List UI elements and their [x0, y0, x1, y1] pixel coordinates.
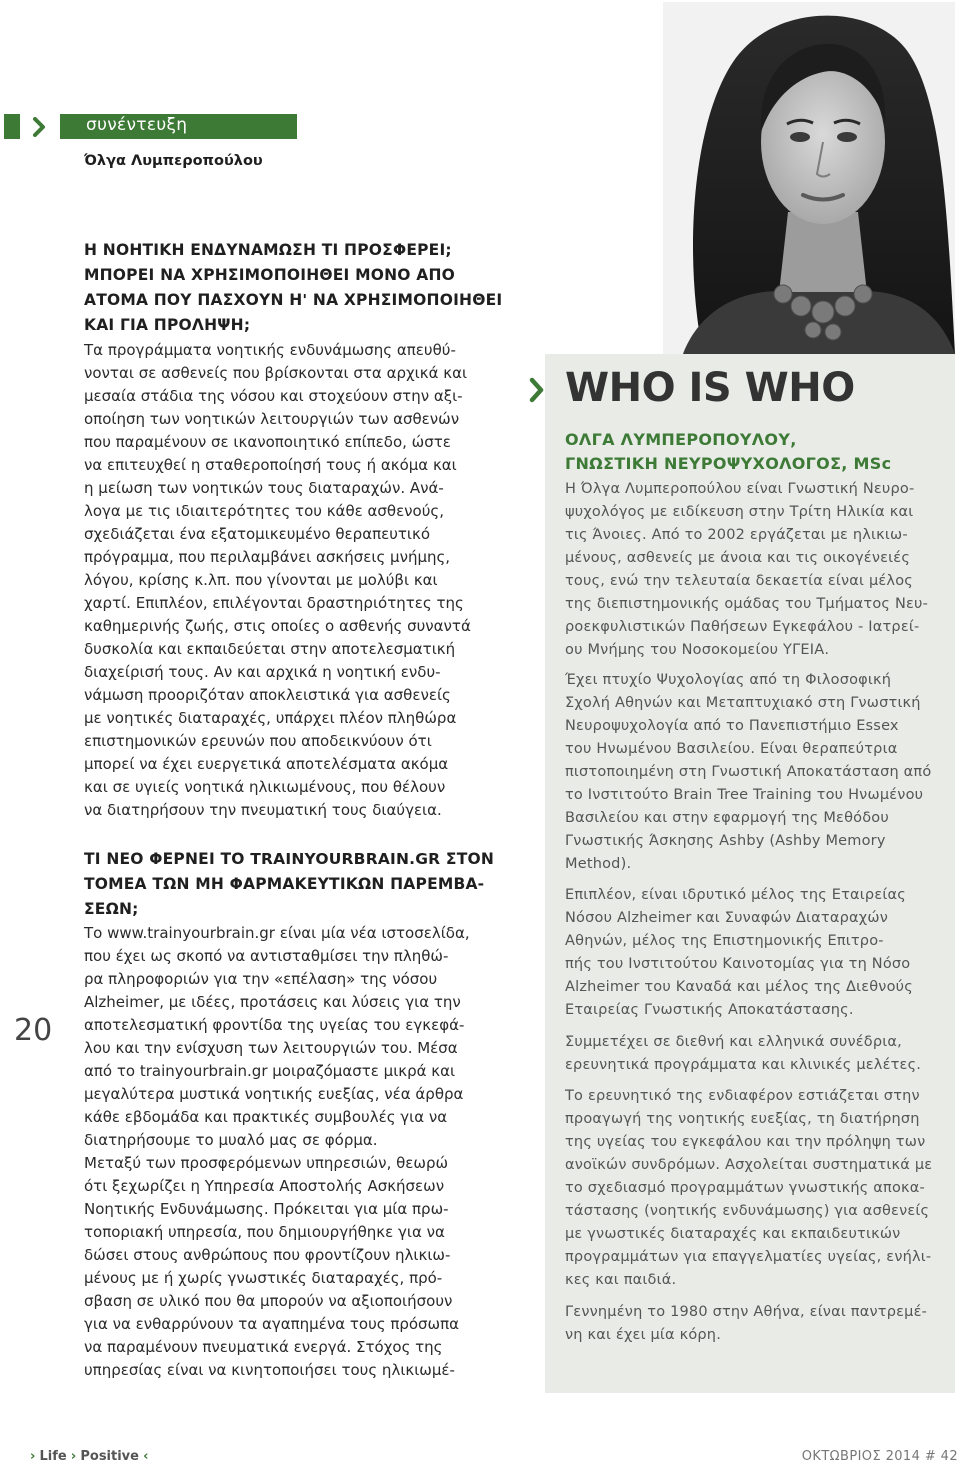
bio-paragraph-3: [565, 884, 950, 1022]
text-line: πρόγραμμα, που περιλαμβάνει ασκήσεις μνήμης,: [84, 548, 451, 566]
chevron-right-icon: ›: [70, 1449, 77, 1464]
text-line: ΜΠΟΡΕΙ ΝΑ ΧΡΗΣΙΜΟΠΟΙΗΘΕΙ ΜΟΝΟ ΑΠΟ: [84, 266, 455, 284]
text-line: Γνωστικής Άσκησης Ashby (Ashby Memory: [565, 833, 886, 849]
text-line: της υγείας του εγκεφάλου και την πρόληψη των: [565, 1134, 926, 1150]
sidebar-person-name: [565, 428, 945, 476]
text-line: δώσει στους ανθρώπους που φροντίζουν ηλικιω-: [84, 1246, 451, 1264]
chevron-left-icon: ‹: [143, 1449, 149, 1464]
bio-paragraph-5: [565, 1085, 950, 1292]
text-line: από το trainyourbrain.gr μοιραζόμαστε μικρά και: [84, 1062, 456, 1080]
text-line: ΑΤΟΜΑ ΠΟΥ ΠΑΣΧΟΥΝ Η' ΝΑ ΧΡΗΣΙΜΟΠΟΙΗΘΕΙ: [84, 291, 503, 309]
text-line: Η ΝΟΗΤΙΚΗ ΕΝΔΥΝΑΜΩΣΗ ΤΙ ΠΡΟΣΦΕΡΕΙ;: [84, 241, 452, 259]
text-line: κάθε εβδομάδα και πρακτικές συμβουλές για να: [84, 1108, 448, 1126]
text-line: ρα πληροφοριών για την «επέλαση» της νόσου: [84, 970, 438, 988]
text-line: μπορεί να έχει ευεργετικά αποτελέσματα ακόμα: [84, 755, 449, 773]
portrait-photo: [663, 2, 955, 354]
bio-paragraph-1: [565, 478, 950, 662]
text-line: προγραμμάτων για επαγγελματίες υγείας, ενήλι-: [565, 1249, 932, 1265]
text-line: προαγωγή της νοητικής ευεξίας, τη διατήρηση: [565, 1111, 920, 1127]
text-line: Alzheimer, με ιδέες, προτάσεις και λύσεις για την: [84, 993, 461, 1011]
bio-paragraph-4: [565, 1031, 950, 1077]
text-line: μένους, ασθενείς με άνοια και τις οικογένειές: [565, 550, 911, 566]
text-line: μεσαία στάδια της νόσου και στοχεύουν στην αξι-: [84, 387, 463, 405]
text-line: Method).: [565, 856, 632, 872]
text-line: που παραμένουν σε ικανοποιητικό επίπεδο, ώστε: [84, 433, 451, 451]
text-line: Γεννημένη το 1980 στην Αθήνα, είναι παντρεμέ-: [565, 1304, 928, 1320]
section-label: συνέντευξη: [86, 115, 188, 135]
text-line: μεγαλύτερα μυστικά νοητικής ευεξίας, νέα άρθρα: [84, 1085, 464, 1103]
text-line: Μεταξύ των προσφερόμενων υπηρεσιών, θεωρώ: [84, 1154, 449, 1172]
text-line: νη και έχει μία κόρη.: [565, 1327, 722, 1343]
text-line: ΤΙ ΝΕΟ ΦΕΡΝΕΙ ΤΟ TRAINYOURBRAIN.GR ΣΤΟΝ: [84, 850, 495, 868]
text-line: Τα προγράμματα νοητικής ενδυνάμωσης απευθύ-: [84, 341, 456, 359]
text-line: της διεπιστημονικής ομάδας του Τμήματος Νευ-: [565, 596, 929, 612]
text-line: το σχεδιασμό προγραμμάτων γνωστικής αποκα-: [565, 1180, 925, 1196]
text-line: Νοητικής Ενδυνάμωσης. Πρόκειται για μία πρω-: [84, 1200, 449, 1218]
text-line: δυσκολία και εκπαιδεύεται στην αποτελεσματική: [84, 640, 456, 658]
text-line: με νοητικές διαταραχές, υπάρχει πλέον πληθώρα: [84, 709, 457, 727]
section-chevron-box: [20, 114, 60, 139]
chevron-right-icon: ›: [30, 1449, 36, 1464]
chevron-right-icon: [528, 377, 546, 403]
text-line: Εταιρείας Γνωστικής Αποκατάστασης.: [565, 1002, 854, 1018]
text-line: ανοϊκών συνδρόμων. Ασχολείται συστηματικά με: [565, 1157, 933, 1173]
footer-issue: [802, 1449, 958, 1464]
text-line: διατηρήσουμε το μυαλό μας σε φόρμα.: [84, 1131, 378, 1149]
text-line: χαρτί. Επιπλέον, επιλέγονται δραστηριότητες της: [84, 594, 464, 612]
text-line: λου και την ενίσχυση των λειτουργιών του. Μέσα: [84, 1039, 458, 1057]
author-name: Όλγα Λυμπεροπούλου: [84, 153, 263, 169]
footer-issue-date: ΟΚΤΩΒΡΙΟΣ 2014: [801, 1449, 921, 1464]
text-line: σχεδιάζεται ένα εξατομικευμένο θεραπευτικό: [84, 525, 431, 543]
text-line: Επιπλέον, είναι ιδρυτικό μέλος της Εταιρείας: [565, 887, 906, 903]
text-line: το Ινστιτούτο Brain Tree Training του Ηνωμένου: [565, 787, 924, 803]
text-line: ΣΕΩΝ;: [84, 900, 139, 918]
text-line: τους, ενώ την τελευταία δεκαετία είναι μέλος: [565, 573, 913, 589]
text-line: Σχολή Αθηνών και Μεταπτυχιακό στη Γνωστική: [565, 695, 921, 711]
text-line: διαχείρισή τους. Αν και αρχικά η νοητική ενδυ-: [84, 663, 441, 681]
text-line: νάμωση προοριζόταν αποκλειστικά για ασθενείς: [84, 686, 451, 704]
text-line: τάστασης (νοητικής ενδυνάμωσης) για ασθενείς: [565, 1203, 930, 1219]
text-line: τοποριακή υπηρεσία, που δημιουργήθηκε για να: [84, 1223, 445, 1241]
text-line: Νόσου Alzheimer και Συναφών Διαταραχών: [565, 910, 888, 926]
text-line: για να ενθαρρύνουν τα αγαπημένα τους πρόσωπα: [84, 1315, 460, 1333]
text-line: του Ηνωμένου Βασιλείου. Είναι θεραπεύτρια: [565, 741, 898, 757]
text-line: αποτελεσματική φροντίδα της υγείας του εγκεφά-: [84, 1016, 465, 1034]
footer-issue-number: # 42: [924, 1449, 958, 1464]
text-line: και σε υγιείς νοητικά ηλικιωμένους, που θέλουν: [84, 778, 446, 796]
text-line: να παραμένουν πνευματικά ενεργά. Στόχος της: [84, 1338, 443, 1356]
text-line: Έχει πτυχίο Ψυχολογίας από τη Φιλοσοφική: [565, 672, 892, 688]
page-number: 20: [14, 1013, 53, 1048]
text-line: επιστημονικών ερευνών που αποδεικνύουν ότι: [84, 732, 432, 750]
chevron-right-icon: [32, 117, 48, 137]
section-bar: [4, 114, 297, 139]
text-line: ΚΑΙ ΓΙΑ ΠΡΟΛΗΨΗ;: [84, 316, 251, 334]
text-line: καθημερινής ζωής, στις οποίες ο ασθενής συναντά: [84, 617, 471, 635]
bio-paragraph-2: [565, 669, 950, 876]
text-line: ερευνητικά προγράμματα και κλινικές μελέτες.: [565, 1057, 922, 1073]
text-line: ΤΟΜΕΑ ΤΩΝ ΜΗ ΦΑΡΜΑΚΕΥΤΙΚΩΝ ΠΑΡΕΜΒΑ-: [84, 875, 485, 893]
answer-2: [84, 922, 484, 1382]
text-line: υπηρεσίας είναι να κινητοποιήσει τους ηλικιωμέ-: [84, 1361, 455, 1379]
text-line: οποίηση των νοητικών λειτουργιών των ασθενών: [84, 410, 460, 428]
text-line: που έχει ως σκοπό να αντισταθμίσει την πληθώ-: [84, 947, 449, 965]
text-line: ροεκφυλιστικών Παθήσεων Εγκεφάλου - Ιατρεί-: [565, 619, 920, 635]
text-line: κες και παιδιά.: [565, 1272, 677, 1288]
text-line: Βασιλείου και στην εφαρμογή της Μεθόδου: [565, 810, 889, 826]
text-line: νονται σε ασθενείς που βρίσκονται στα αρχικά και: [84, 364, 468, 382]
text-line: Νευροψυχολογία από το Πανεπιστήμιο Essex: [565, 718, 899, 734]
question-2: [84, 847, 495, 922]
text-line: ου Μνήμης του Νοσοκομείου ΥΓΕΙΑ.: [565, 642, 830, 658]
text-line: λόγου, κρίσης κ.λπ. που γίνονται με μολύβι και: [84, 571, 438, 589]
text-line: η μείωση των νοητικών τους διαταραχών. Ανά-: [84, 479, 444, 497]
text-line: Το www.trainyourbrain.gr είναι μία νέα ιστοσελίδα,: [84, 924, 470, 942]
footer-life: Life: [39, 1449, 67, 1464]
text-line: ότι ξεχωρίζει η Υπηρεσία Αποστολής Ασκήσεων: [84, 1177, 445, 1195]
text-line: Το ερευνητικό της ενδιαφέρον εστιάζεται στην: [565, 1088, 920, 1104]
text-line: τις Άνοιες. Από το 2002 εργάζεται με ηλικιω-: [565, 527, 908, 543]
text-line: Αθηνών, μέλος της Επιστημονικής Επιτρο-: [565, 933, 884, 949]
text-line: λογα με τις ιδιαιτερότητες του κάθε ασθενούς,: [84, 502, 444, 520]
sidebar-title: WHO IS WHO: [565, 365, 855, 411]
text-line: πής του Ινστιτούτου Καινοτομίας για τη Νόσο: [565, 956, 911, 972]
text-line: Alzheimer του Καναδά και μέλος της Διεθνούς: [565, 979, 913, 995]
text-line: με γνωστικές διαταραχές και εκπαιδευτικών: [565, 1226, 901, 1242]
footer-magazine: [30, 1449, 148, 1464]
footer-positive: Positive: [80, 1449, 139, 1464]
answer-1: [84, 339, 484, 822]
text-line: να διατηρήσουν την πνευματική τους διαύγεια.: [84, 801, 442, 819]
text-line: πιστοποιημένη στη Γνωστική Αποκατάσταση από: [565, 764, 932, 780]
text-line: Συμμετέχει σε διεθνή και ελληνικά συνέδρια,: [565, 1034, 902, 1050]
text-line: σβαση σε υλικό που θα μπορούν να αξιοποιήσουν: [84, 1292, 453, 1310]
text-line: ΟΛΓΑ ΛΥΜΠΕΡΟΠΟΥΛΟΥ,: [565, 430, 797, 449]
text-line: ψυχολόγος με ειδίκευση στην Τρίτη Ηλικία και: [565, 504, 914, 520]
text-line: ΓΝΩΣΤΙΚΗ ΝΕΥΡΟΨΥΧΟΛΟΓΟΣ, MSc: [565, 454, 892, 473]
bio-paragraph-6: [565, 1301, 950, 1347]
text-line: μένους με ή χωρίς γνωστικές διαταραχές, πρό-: [84, 1269, 443, 1287]
text-line: Η Όλγα Λυμπεροπούλου είναι Γνωστική Νευρο-: [565, 481, 915, 497]
question-1: [84, 238, 503, 338]
text-line: να επιτευχθεί η σταθεροποίησή τους ή ακόμα και: [84, 456, 457, 474]
